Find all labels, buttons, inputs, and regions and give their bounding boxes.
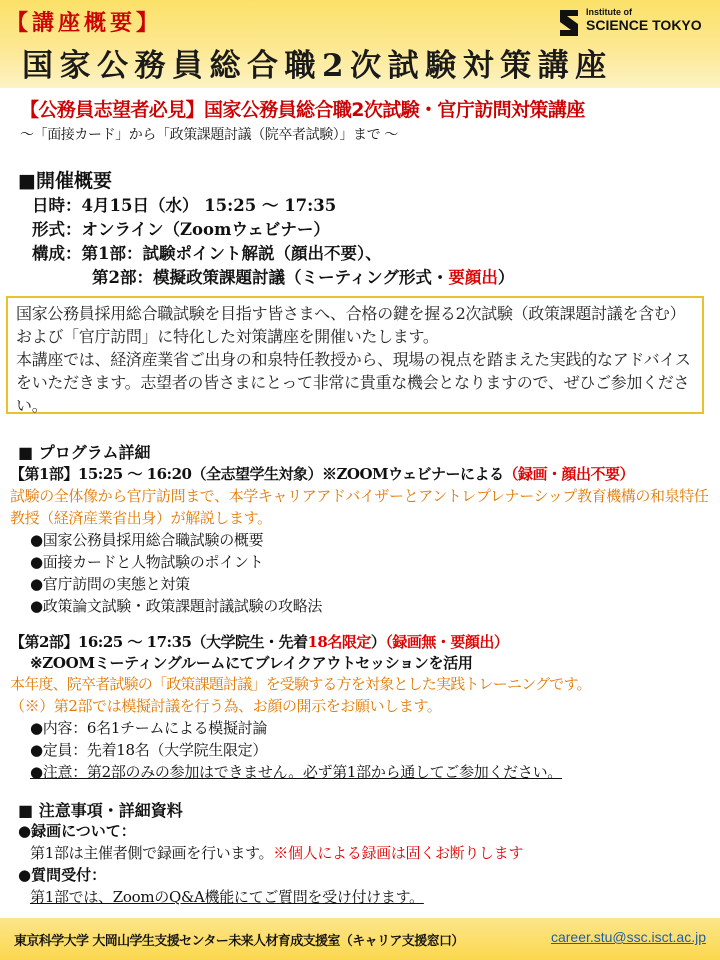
logo-subtext: Institute of xyxy=(586,7,632,17)
part2-heading-close: ） xyxy=(370,633,386,651)
overview-format: 形式：オンライン（Zoomウェビナー） xyxy=(32,220,330,239)
recording-heading: ●録画について： xyxy=(18,822,136,840)
part1-heading xyxy=(10,463,634,484)
overview-structure-part1: 構成：第1部：試験ポイント解説（顔出不要）、 xyxy=(32,244,382,263)
part1-item: ●国家公務員採用総合職試験の概要 xyxy=(30,531,264,549)
subheadline: ～「面接カード」から「政策課題討議（院卒者試験）」まで ～ xyxy=(20,127,398,143)
headline: 【公務員志望者必見】国家公務員総合職2次試験・官庁訪問対策講座 xyxy=(20,99,585,121)
page-title: 国家公務員総合職2次試験対策講座 xyxy=(22,48,613,84)
notes-title: ■ 注意事項・詳細資料 xyxy=(18,801,183,820)
program-title: ■ プログラム詳細 xyxy=(18,443,151,462)
header-banner xyxy=(0,0,720,88)
part2-heading-text: 【第2部】16:25 ～ 17:35（大学院生・先着 xyxy=(10,633,308,651)
part1-item: ●面接カードと人物試験のポイント xyxy=(30,553,264,571)
overview-structure-part2 xyxy=(92,264,514,288)
question-text: 第1部では、ZoomのQ&A機能にてご質問を受け付けます。 xyxy=(30,888,424,906)
part2-description: 本年度、院卒者試験の「政策課題討議」を受験する方を対象とした実践トレーニングです。 xyxy=(10,675,591,693)
overview-date: 日時：4月15日（水） 15:25 ～ 17:35 xyxy=(32,196,337,215)
part2-heading-note: （録画無・要顔出） xyxy=(385,633,509,651)
part1-heading-note: （録画・顔出不要） xyxy=(503,465,635,483)
part1-description: 試験の全体像から官庁訪問まで、本学キャリアアドバイザーとアントレプレナーシップ教育機構の和泉特任教授（経済産業省出身）が解説します。 xyxy=(10,487,709,527)
part2-heading xyxy=(10,631,508,652)
intro-paragraph-1: 国家公務員採用総合職試験を目指す皆さまへ、合格の鍵を握る2次試験（政策課題討議を含む）および「官庁訪問」に特化した対策講座を開催いたします。 xyxy=(16,304,686,346)
footer-organization: 東京科学大学 大岡山学生支援センター未来人材育成支援室（キャリア支援窓口） xyxy=(14,934,464,949)
course-tag: 【講座概要】 xyxy=(6,10,163,36)
university-logo xyxy=(558,6,708,40)
part1-heading-text: 【第1部】15:25 ～ 16:20（全志望学生対象）※ZOOMウェビナーによる xyxy=(10,465,504,483)
part2-zoom-note: ※ZOOMミーティングルームにてブレイクアウトセッションを活用 xyxy=(30,654,473,672)
part1-item: ●政策論文試験・政策課題討議試験の攻略法 xyxy=(30,597,323,615)
structure2-close: ） xyxy=(497,268,515,287)
overview-title: ■開催概要 xyxy=(18,170,112,192)
intro-paragraph-2: 本講座では、経済産業省ご出身の和泉特任教授から、現場の視点を踏まえた実践的なアドバイスをいただきます。志望者の皆さまにとって非常に貴重な機会となりますので、ぜひご参加ください。 xyxy=(16,350,691,415)
part2-face-note: （※）第2部では模擬討議を行う為、お顔の開示をお願いします。 xyxy=(10,697,442,715)
recording-body: 第1部は主催者側で録画を行います。 xyxy=(30,844,274,862)
question-heading: ●質問受付： xyxy=(18,866,107,884)
part2-item: ●定員：先着18名（大学院生限定） xyxy=(30,741,268,759)
logo-text: SCIENCE TOKYO xyxy=(586,17,702,33)
structure2-text: 第2部：模擬政策課題討議（ミーティング形式・ xyxy=(92,268,449,287)
s-logo-icon xyxy=(558,8,580,38)
part2-item: ●内容：6名1チームによる模擬討論 xyxy=(30,719,268,737)
recording-warning: ※個人による録画は固くお断りします xyxy=(273,844,524,862)
contact-email-link[interactable]: career.stu@ssc.isct.ac.jp xyxy=(550,929,706,945)
part2-item: ●注意：第2部のみの参加はできません。必ず第1部から通してご参加ください。 xyxy=(30,763,562,781)
part2-capacity: 18名限定 xyxy=(307,633,371,651)
part1-item: ●官庁訪問の実態と対策 xyxy=(30,575,190,593)
footer xyxy=(0,918,720,960)
intro-box xyxy=(6,296,704,414)
structure2-face-required: 要顔出 xyxy=(448,268,498,287)
recording-text xyxy=(30,842,523,863)
